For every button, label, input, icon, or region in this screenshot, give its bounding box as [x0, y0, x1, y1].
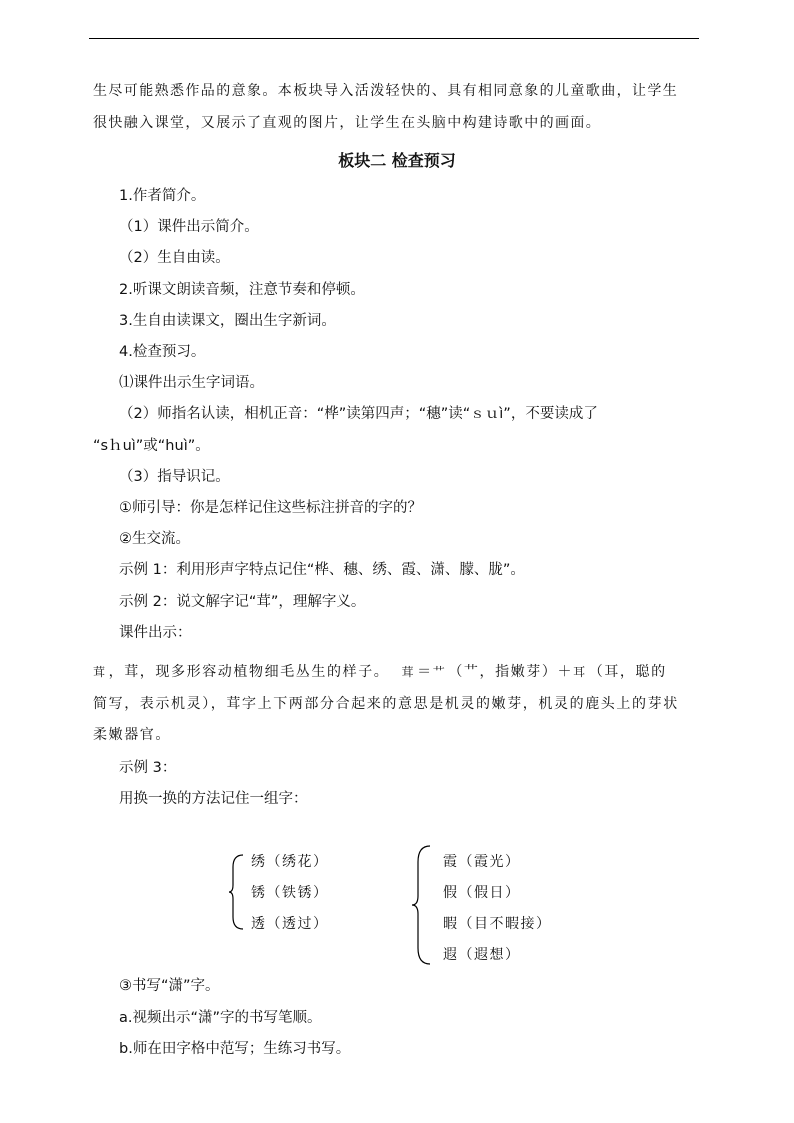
- item-free-read: （2）生自由读。: [119, 250, 230, 266]
- courseware-line-1: 茸 ，茸，现多形容动植物细毛丛生的样子。 茸 ＝艹 （艹，指嫩芽）＋耳 （耳，聪的: [93, 664, 667, 680]
- item-courseware-show: 课件出示：: [119, 625, 192, 641]
- item-check-preview: 4.检查预习。: [119, 344, 206, 360]
- example-3-desc: 用换一换的方法记住一组字：: [119, 791, 308, 807]
- example-3-label: 示例 3：: [119, 760, 177, 776]
- item-example-2: 示例 2：说文解字记“茸”，理解字义。: [119, 594, 366, 610]
- courseware-line-2: 简写，表示机灵），茸字上下两部分合起来的意思是机灵的嫩芽，机灵的鹿头上的芽状: [93, 696, 679, 712]
- item-show-words: ⑴课件出示生字词语。: [119, 375, 264, 391]
- right-group-item: 暇（目不暇接）: [443, 916, 552, 932]
- header-rule: [89, 38, 699, 39]
- right-brace: [412, 844, 432, 966]
- item-listen-audio: 2.听课文朗读音频，注意节奏和停顿。: [119, 282, 365, 298]
- intro-line-2: 很快融入课堂，又展示了直观的图片，让学生在头脑中构建诗歌中的画面。: [93, 115, 602, 131]
- right-group-item: 假（假日）: [443, 885, 521, 901]
- ancient-glyph-ear: 耳: [573, 665, 587, 679]
- item-student-exchange: ②生交流。: [119, 531, 190, 547]
- writing-step-a: a.视频出示“潇”字的书写笔顺。: [119, 1010, 322, 1026]
- left-group-item: 透（透过）: [251, 916, 329, 932]
- item-read-text: 3.生自由读课文，圈出生字新词。: [119, 313, 336, 329]
- writing-title: ③书写“潇”字。: [119, 978, 220, 994]
- ancient-glyph-rong: 茸: [93, 665, 107, 679]
- writing-step-b: b.师在田字格中范写；生练习书写。: [119, 1041, 351, 1057]
- section-title: 板块二 检查预习: [338, 151, 456, 170]
- item-guide-memory: （3）指导识记。: [119, 469, 230, 485]
- ancient-glyph-rong-2: 茸: [401, 665, 416, 679]
- left-group-item: 锈（铁锈）: [251, 885, 329, 901]
- left-brace: [229, 853, 245, 931]
- item-teacher-guide: ①师引导：你是怎样记住这些标注拼音的字的？: [119, 500, 422, 516]
- left-group-item: 绣（绣花）: [251, 854, 329, 870]
- item-example-1: 示例 1：利用形声字特点记住“桦、穗、绣、霞、潇、朦、胧”。: [119, 562, 525, 578]
- item-pronunciation-cont: “sｈuì”或“huì”。: [93, 438, 210, 454]
- right-group-item: 遐（遐想）: [443, 947, 521, 963]
- right-group-item: 霞（霞光）: [443, 854, 521, 870]
- courseware-line-3: 柔嫩器官。: [93, 727, 171, 743]
- item-pronunciation: （2）师指名认读，相机正音：“桦”读第四声；“穗”读“ｓｕì”，不要读成了: [119, 406, 598, 422]
- item-courseware-intro: （1）课件出示简介。: [119, 219, 259, 235]
- ancient-glyph-grass: 艹: [432, 665, 447, 679]
- item-author: 1.作者简介。: [119, 188, 206, 204]
- intro-line-1: 生尽可能熟悉作品的意象。本板块导入活泼轻快的、具有相同意象的儿童歌曲，让学生: [93, 83, 679, 99]
